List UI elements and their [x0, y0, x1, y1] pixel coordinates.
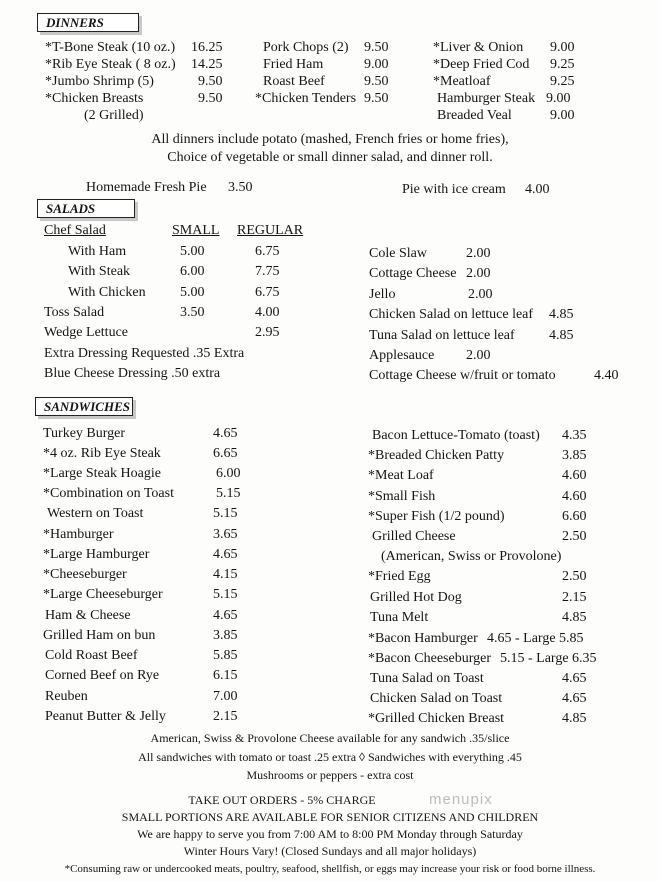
menu-item-name: *Chicken Tenders	[255, 91, 357, 106]
salad-name: With Steak	[68, 264, 131, 279]
menu-item-price: 9.25	[550, 74, 575, 89]
sandwich-name: Ham & Cheese	[45, 608, 131, 623]
menu-item-name: Fried Ham	[263, 57, 324, 72]
salad-side-name: Cole Slaw	[369, 246, 427, 261]
salad-side-price: 2.00	[466, 348, 491, 363]
sandwiches-note-3: Mushrooms or peppers - extra cost	[246, 768, 414, 782]
menu-item-name: *Deep Fried Cod	[433, 57, 530, 72]
hours-note: We are happy to serve you from 7:00 AM to 8:00 PM Monday through Saturday	[137, 827, 523, 841]
sandwich-price: 5.15	[213, 506, 238, 521]
salad-small-price: 3.50	[180, 305, 205, 320]
salad-regular-price: 7.75	[255, 264, 280, 279]
sandwich-price: 6.65	[213, 446, 238, 461]
sandwich-name: *Meat Loaf	[368, 468, 434, 483]
sandwich-name: *Cheeseburger	[43, 567, 127, 582]
menu-item-price: 14.25	[191, 57, 223, 72]
sandwich-name: *Large Steak Hoagie	[43, 466, 161, 481]
menu-item-price: 9.00	[546, 91, 571, 106]
sandwich-price: 4.65	[562, 691, 587, 706]
sandwich-price: 6.00	[216, 466, 241, 481]
small-portions-note: SMALL PORTIONS ARE AVAILABLE FOR SENIOR CITIZENS AND CHILDREN	[121, 810, 539, 824]
sandwich-price: 4.65	[213, 547, 238, 562]
menu-item-name: Pork Chops (2)	[263, 40, 349, 55]
menu-item-price: 9.50	[364, 40, 389, 55]
dinners-header: DINNERS	[37, 13, 139, 32]
salad-name: Chef Salad	[44, 223, 106, 238]
menu-item-name: *Chicken Breasts	[45, 91, 144, 106]
menu-item-name: Breaded Veal	[437, 108, 512, 123]
sandwich-price: 2.15	[213, 709, 238, 724]
menu-item-name: Hamburger Steak	[437, 91, 536, 106]
sandwiches-note-1: American, Swiss & Provolone Cheese available for any sandwich .35/slice	[150, 731, 510, 745]
sandwich-price: 4.65 - Large 5.85	[487, 631, 584, 646]
sandwich-price: 3.85	[213, 628, 238, 643]
menu-item-price: 16.25	[191, 40, 223, 55]
sandwich-price: 4.65	[213, 426, 238, 441]
sandwich-name: Corned Beef on Rye	[45, 668, 160, 683]
pie-ice-cream-name: Pie with ice cream	[402, 182, 506, 197]
sandwich-price: 4.15	[213, 567, 238, 582]
pie-price: 3.50	[228, 180, 253, 195]
sandwich-price: 2.50	[562, 529, 587, 544]
sandwich-name: Tuna Melt	[370, 610, 429, 625]
sandwich-name: *Large Cheeseburger	[43, 587, 163, 602]
menu-item-price: 9.00	[550, 40, 575, 55]
sandwich-name: Tuna Salad on Toast	[370, 671, 484, 686]
sandwich-name: *Bacon Cheeseburger	[368, 651, 491, 666]
sandwich-price: 4.60	[562, 489, 587, 504]
sandwich-name: *Combination on Toast	[43, 486, 174, 501]
sandwich-name: Peanut Butter & Jelly	[45, 709, 166, 724]
salad-side-price: 4.85	[549, 328, 574, 343]
menu-item-price: 9.25	[550, 57, 575, 72]
sandwiches-note-2: All sandwiches with tomato or toast .25 extra ◊ Sandwiches with everything .45	[138, 750, 522, 764]
salad-side-name: Cottage Cheese	[369, 266, 457, 281]
pie-ice-cream-price: 4.00	[525, 182, 550, 197]
salad-side-name: Chicken Salad on lettuce leaf	[369, 307, 534, 322]
sandwich-name: *Small Fish	[368, 489, 436, 504]
salad-small-price: 6.00	[180, 264, 205, 279]
sandwich-name: Reuben	[45, 689, 88, 704]
sandwich-name: *Fried Egg	[368, 569, 431, 584]
salad-side-name: Cottage Cheese w/fruit or tomato	[369, 368, 556, 383]
sandwich-name: Turkey Burger	[43, 426, 126, 441]
sandwich-price: 4.60	[562, 468, 587, 483]
salad-side-price: 4.40	[594, 368, 619, 383]
salad-side-name: Tuna Salad on lettuce leaf	[369, 328, 515, 343]
menu-item-name: (2 Grilled)	[84, 108, 144, 123]
winter-hours-note: Winter Hours Vary! (Closed Sundays and all major holidays)	[183, 844, 477, 858]
sandwich-name: *Large Hamburger	[43, 547, 150, 562]
sandwich-price: 5.85	[213, 648, 238, 663]
sandwich-price: 5.15	[213, 587, 238, 602]
sandwich-name: Grilled Cheese	[372, 529, 456, 544]
salad-small-price: 5.00	[180, 285, 205, 300]
sandwich-price: 3.65	[213, 527, 238, 542]
sandwich-price: 6.60	[562, 509, 587, 524]
sandwich-name: *Grilled Chicken Breast	[368, 711, 505, 726]
sandwich-price: 4.65	[562, 671, 587, 686]
salad-side-price: 4.85	[549, 307, 574, 322]
salad-regular-price: 2.95	[255, 325, 280, 340]
menu-item-price: 9.50	[364, 74, 389, 89]
sandwich-price: 6.15	[213, 668, 238, 683]
salad-name: Wedge Lettuce	[44, 325, 128, 340]
salad-small-price: 5.00	[180, 244, 205, 259]
sandwich-name: Cold Roast Beef	[45, 648, 138, 663]
salads-header: SALADS	[37, 199, 135, 218]
sandwich-name: Western on Toast	[47, 506, 144, 521]
salads-col-regular: REGULAR	[237, 223, 304, 238]
salad-side-price: 2.00	[466, 266, 491, 281]
blue-cheese-note: Blue Cheese Dressing .50 extra	[44, 366, 221, 381]
menu-item-price: 9.00	[364, 57, 389, 72]
sandwich-name: Bacon Lettuce-Tomato (toast)	[372, 428, 540, 443]
sandwich-option-note: (American, Swiss or Provolone)	[381, 549, 562, 564]
salad-side-name: Jello	[369, 287, 396, 302]
salad-name: With Ham	[68, 244, 127, 259]
sandwich-price: 4.35	[562, 428, 587, 443]
sandwich-name: *Breaded Chicken Patty	[368, 448, 505, 463]
menu-item-price: 9.50	[198, 74, 223, 89]
menu-item-name: *Meatloaf	[433, 74, 491, 89]
sandwich-name: *Super Fish (1/2 pound)	[368, 509, 505, 524]
consumer-warning: *Consuming raw or undercooked meats, poultry, seafood, shellfish, or eggs may increase your risk or food borne illness.	[64, 863, 596, 875]
sandwich-price: 4.65	[213, 608, 238, 623]
menu-item-price: 9.50	[364, 91, 389, 106]
sandwich-name: *Bacon Hamburger	[368, 631, 478, 646]
salad-side-price: 2.00	[466, 246, 491, 261]
menu-item-price: 9.50	[198, 91, 223, 106]
sandwich-name: Grilled Hot Dog	[370, 590, 462, 605]
sandwich-name: Grilled Ham on bun	[43, 628, 156, 643]
salad-side-price: 2.00	[468, 287, 493, 302]
sandwich-price: 7.00	[213, 689, 238, 704]
menu-item-name: Roast Beef	[263, 74, 325, 89]
sandwich-price: 5.15 - Large 6.35	[500, 651, 597, 666]
sandwich-price: 4.85	[562, 610, 587, 625]
menu-item-price: 9.00	[550, 108, 575, 123]
extra-dressing-note: Extra Dressing Requested .35 Extra	[44, 346, 245, 361]
sandwich-name: Chicken Salad on Toast	[370, 691, 503, 706]
menupix-watermark: menupix	[429, 791, 493, 808]
dinners-note-2: Choice of vegetable or small dinner salad, and dinner roll.	[167, 150, 493, 165]
salad-name: Toss Salad	[44, 305, 105, 320]
salads-col-small: SMALL	[172, 223, 220, 238]
sandwich-price: 4.85	[562, 711, 587, 726]
sandwich-price: 2.50	[562, 569, 587, 584]
salad-side-name: Applesauce	[369, 348, 435, 363]
salad-regular-price: 6.75	[255, 285, 280, 300]
salad-regular-price: 6.75	[255, 244, 280, 259]
takeout-note: TAKE OUT ORDERS - 5% CHARGE	[188, 793, 376, 807]
menu-item-name: *Jumbo Shrimp (5)	[45, 74, 154, 89]
sandwich-price: 5.15	[216, 486, 241, 501]
dinners-note-1: All dinners include potato (mashed, French fries or home fries),	[151, 132, 509, 147]
menu-item-name: *Rib Eye Steak ( 8 oz.)	[45, 57, 176, 72]
menu-item-name: *T-Bone Steak (10 oz.)	[45, 40, 176, 55]
sandwich-name: *Hamburger	[43, 527, 114, 542]
menu-item-name: *Liver & Onion	[433, 40, 524, 55]
pie-name: Homemade Fresh Pie	[86, 180, 207, 195]
salad-regular-price: 4.00	[255, 305, 280, 320]
sandwiches-header: SANDWICHES	[35, 397, 133, 416]
salad-name: With Chicken	[68, 285, 146, 300]
sandwich-name: *4 oz. Rib Eye Steak	[43, 446, 161, 461]
sandwich-price: 2.15	[562, 590, 587, 605]
sandwich-price: 3.85	[562, 448, 587, 463]
